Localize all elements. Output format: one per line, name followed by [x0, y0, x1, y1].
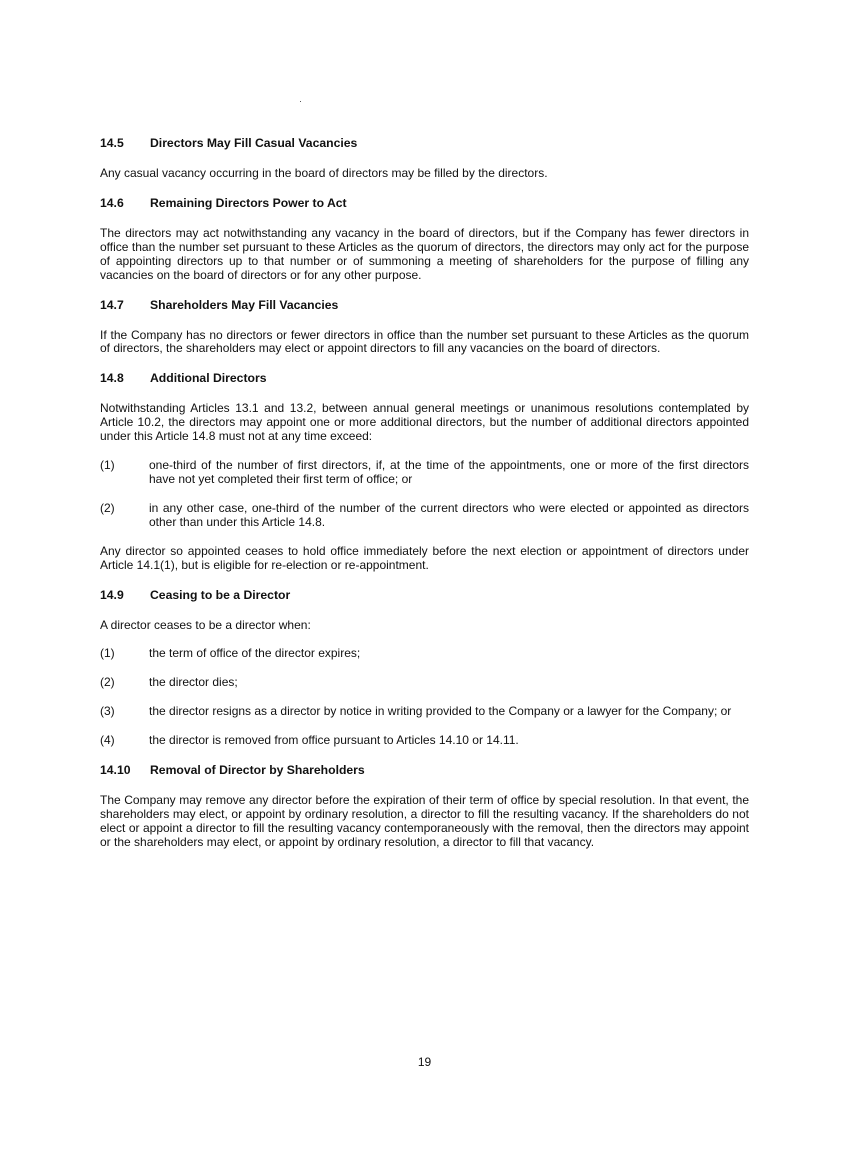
list-item	[100, 647, 749, 661]
section-heading-14-10	[100, 763, 749, 777]
section-number: 14.8	[100, 371, 124, 386]
stray-mark	[300, 101, 301, 102]
section-paragraph: The Company may remove any director before the expiration of their term of office by special resolution. In that event, the shareholders may elect, or appoint by ordinary resolution, a director to fill the resulting vacancy. If the shareholders do not elect or appoint a director to fill the resulting vacancy contemporaneously with the removal, then the directors may appoint or the shareholders may elect, or appoint by ordinary resolution, a director to fill that vacancy.	[100, 793, 749, 849]
section-number: 14.9	[100, 587, 124, 602]
section-title: Removal of Director by Shareholders	[150, 763, 365, 778]
list-item	[100, 459, 749, 487]
list-item	[100, 502, 749, 530]
section-closing: Any director so appointed ceases to hold office immediately before the next election or appointment of directors under Article 14.1(1), but is eligible for re-election or re-appointment.	[100, 543, 749, 572]
section-title: Directors May Fill Casual Vacancies	[150, 136, 358, 150]
list-item-label: (1)	[100, 458, 115, 473]
list-item-label: (1)	[100, 646, 115, 661]
section-title: Remaining Directors Power to Act	[150, 195, 347, 210]
list-item-text: the director is removed from office pursuant to Articles 14.10 or 14.11.	[149, 733, 519, 748]
list-item-label: (2)	[100, 500, 115, 515]
section-heading-14-6	[100, 196, 749, 210]
page-number: 19	[417, 1055, 432, 1069]
section-title: Ceasing to be a Director	[150, 587, 291, 602]
list-item	[100, 705, 749, 719]
list-item-text: one-third of the number of first directors, if, at the time of the appointments, one or more of the first directors have not yet completed their first term of office; or	[149, 458, 749, 486]
section-heading-14-5	[100, 136, 749, 150]
list-item-text: the term of office of the director expires;	[149, 646, 361, 661]
section-title: Additional Directors	[150, 371, 267, 386]
list-item-text: the director dies;	[149, 675, 238, 690]
section-number: 14.5	[100, 136, 124, 150]
section-paragraph: Any casual vacancy occurring in the board of directors may be filled by the directors.	[100, 166, 548, 180]
document-body	[100, 136, 749, 850]
list-item	[100, 676, 749, 690]
list-item-label: (4)	[100, 733, 115, 748]
section-heading-14-7	[100, 298, 749, 312]
section-paragraph: The directors may act notwithstanding any vacancy in the board of directors, but if the Company has fewer directors in office than the number set pursuant to these Articles as the quorum of directors, the directors may only act for the purpose of appointing directors up to that number or of summoning a meeting of shareholders for the purpose of filling any vacancies on the board of directors or for any other purpose.	[100, 225, 749, 282]
list-item-label: (3)	[100, 704, 115, 719]
list-item	[100, 734, 749, 748]
section-intro: Notwithstanding Articles 13.1 and 13.2, between annual general meetings or unanimous resolutions contemplated by Article 10.2, the directors may appoint one or more additional directors, but the number of additional directors appointed under this Article 14.8 must not at any time exceed:	[100, 401, 749, 444]
section-number: 14.6	[100, 195, 124, 210]
list-item-label: (2)	[100, 675, 115, 690]
list-item-text: the director resigns as a director by notice in writing provided to the Company or a lawyer for the Company; or	[149, 704, 732, 719]
section-heading-14-8	[100, 371, 749, 385]
section-heading-14-9	[100, 588, 749, 602]
section-intro: A director ceases to be a director when:	[100, 617, 311, 632]
section-paragraph: If the Company has no directors or fewer directors in office than the number set pursuant to these Articles as the quorum of directors, the shareholders may elect or appoint directors to fill any vacancies on the board of directors.	[100, 327, 749, 356]
list-item-text: in any other case, one-third of the number of the current directors who were elected or appointed as directors other than under this Article 14.8.	[149, 500, 749, 529]
section-number: 14.10	[100, 763, 131, 778]
section-number: 14.7	[100, 297, 124, 312]
section-title: Shareholders May Fill Vacancies	[150, 297, 339, 312]
